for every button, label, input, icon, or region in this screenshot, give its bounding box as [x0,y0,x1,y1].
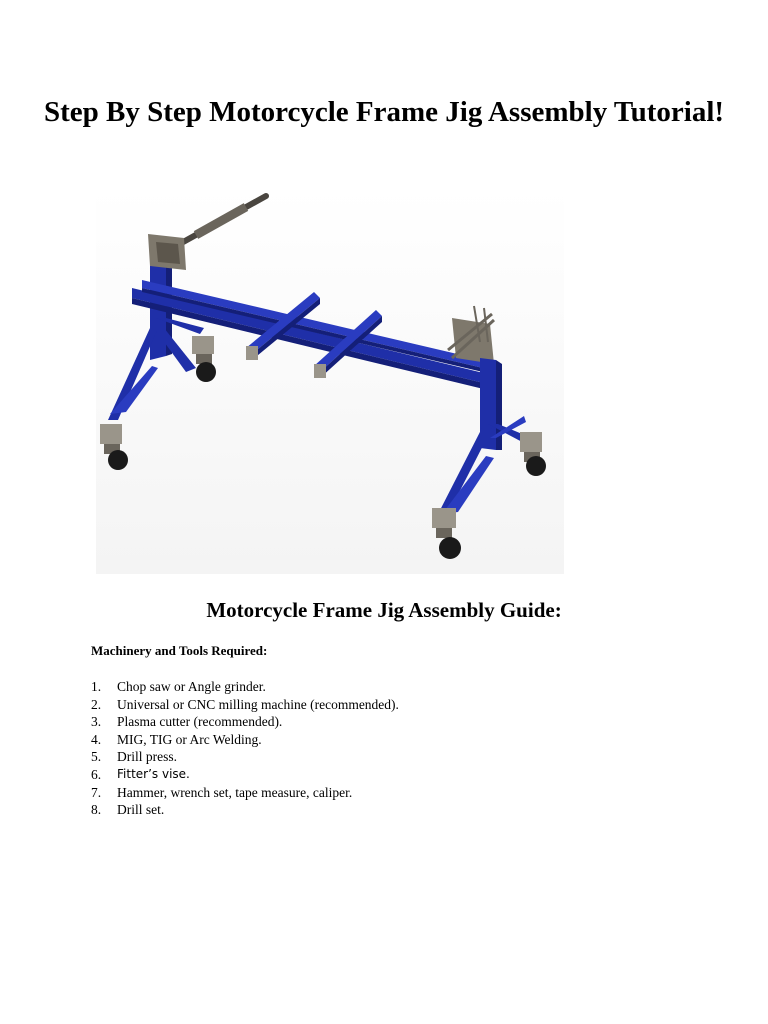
list-item-number: 3. [91,714,102,730]
tools-list [91,678,399,819]
list-item [91,696,399,714]
list-item-number: 7. [91,784,102,800]
list-item-number: 6. [91,766,102,782]
list-item-text: MIG, TIG or Arc Welding. [117,731,262,747]
list-item-number: 5. [91,749,102,765]
tools-heading: Machinery and Tools Required: [91,643,268,658]
list-item-text: Fitter’s vise. [117,766,190,781]
list-item [91,766,399,784]
list-item [91,678,399,696]
list-item [91,713,399,731]
list-item-text: Universal or CNC milling machine (recommended). [117,696,399,712]
list-item-number: 4. [91,731,102,747]
list-item [91,748,399,766]
list-item-number: 1. [91,679,102,694]
page-title: Step By Step Motorcycle Frame Jig Assembly Tutorial! [43,96,725,128]
frame-jig-illustration [96,188,564,574]
list-item [91,801,399,819]
section-heading: Motorcycle Frame Jig Assembly Guide: [206,598,562,622]
headstock-plate [148,234,186,270]
list-item [91,784,399,802]
list-item-text: Drill press. [117,749,177,765]
list-item [91,731,399,749]
list-item-number: 2. [91,696,102,712]
list-item-text: Drill set. [117,802,165,818]
list-item-text: Hammer, wrench set, tape measure, caliper. [117,784,353,800]
list-item-number: 8. [91,802,102,818]
list-item-text: Chop saw or Angle grinder. [117,679,266,694]
list-item-text: Plasma cutter (recommended). [117,714,283,730]
